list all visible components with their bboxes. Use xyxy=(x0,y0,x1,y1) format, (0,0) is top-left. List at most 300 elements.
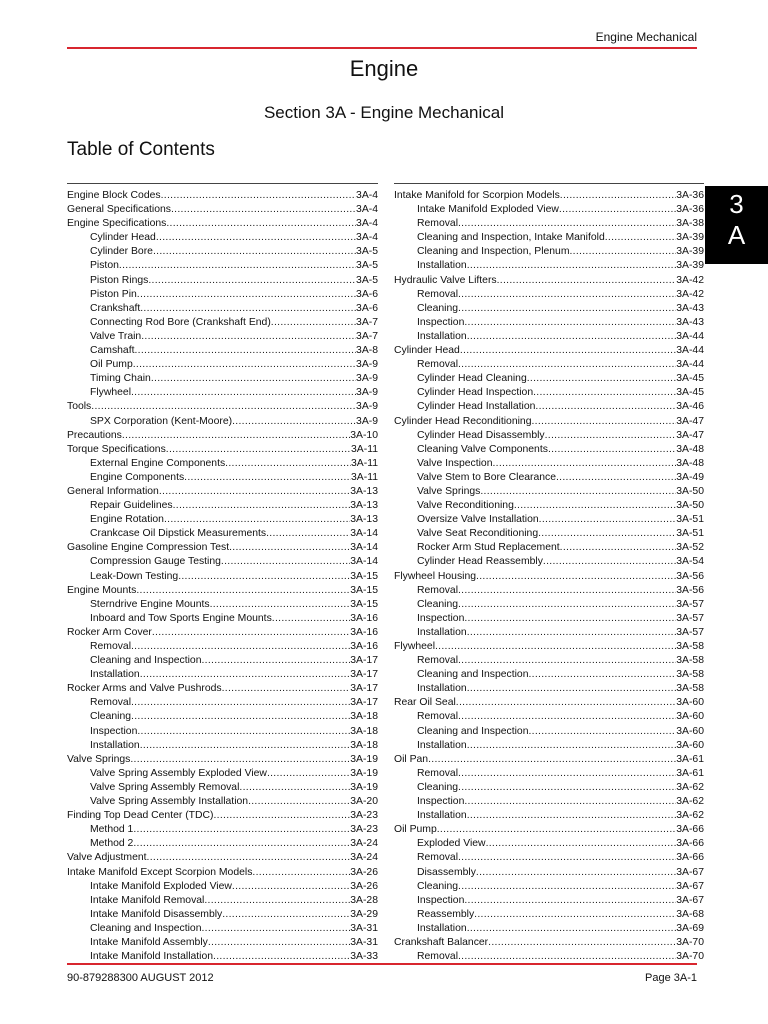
toc-entry[interactable] xyxy=(394,513,704,527)
toc-entry[interactable] xyxy=(67,513,378,527)
toc-entry[interactable] xyxy=(67,739,378,753)
toc-entry-title: Inspection xyxy=(417,316,465,328)
toc-entry-page: 3A-43 xyxy=(676,316,704,328)
toc-dot-leader xyxy=(464,316,676,330)
toc-entry-page: 3A-60 xyxy=(676,711,704,723)
toc-dot-leader xyxy=(214,809,351,823)
toc-entry[interactable] xyxy=(67,570,378,584)
toc-entry[interactable] xyxy=(67,429,378,443)
toc-entry-page: 3A-56 xyxy=(676,570,704,582)
toc-dot-leader xyxy=(136,584,350,598)
toc-entry-page: 3A-9 xyxy=(356,373,378,385)
toc-entry-title: Repair Guidelines xyxy=(90,500,173,512)
toc-entry-title: Removal xyxy=(417,359,458,371)
toc-dot-leader xyxy=(271,316,356,330)
toc-entry[interactable] xyxy=(67,894,378,908)
toc-entry[interactable] xyxy=(67,908,378,922)
toc-entry-title: Installation xyxy=(417,810,467,822)
toc-entry[interactable] xyxy=(394,866,704,880)
toc-entry-page: 3A-61 xyxy=(676,753,704,765)
toc-entry-page: 3A-44 xyxy=(676,345,704,357)
toc-entry[interactable] xyxy=(394,739,704,753)
toc-entry-title: Installation xyxy=(90,739,140,751)
toc-entry-page: 3A-18 xyxy=(350,725,378,737)
toc-entry-page: 3A-9 xyxy=(356,415,378,427)
toc-entry-page: 3A-17 xyxy=(350,655,378,667)
toc-entry-title: Intake Manifold Assembly xyxy=(90,936,208,948)
toc-dot-leader xyxy=(178,570,350,584)
toc-entry-title: Removal xyxy=(417,218,458,230)
toc-entry-title: Intake Manifold Exploded View xyxy=(417,204,559,216)
toc-entry[interactable] xyxy=(394,415,704,429)
toc-entry-title: Inspection xyxy=(90,725,138,737)
toc-entry-title: Intake Manifold Installation xyxy=(90,951,214,963)
toc-entry-title: Oil Pump xyxy=(90,359,133,371)
toc-entry-title: SPX Corporation (Kent-Moore) xyxy=(90,415,233,427)
toc-entry[interactable] xyxy=(67,598,378,612)
toc-entry[interactable] xyxy=(67,189,378,203)
toc-entry[interactable] xyxy=(394,541,704,555)
toc-dot-leader xyxy=(140,302,356,316)
toc-entry[interactable] xyxy=(394,344,704,358)
toc-entry-page: 3A-52 xyxy=(676,542,704,554)
section-subtitle: Section 3A - Engine Mechanical xyxy=(263,103,505,122)
toc-entry[interactable] xyxy=(394,767,704,781)
toc-entry-page: 3A-28 xyxy=(350,894,378,906)
toc-entry[interactable] xyxy=(394,781,704,795)
toc-entry-page: 3A-23 xyxy=(350,810,378,822)
toc-entry[interactable] xyxy=(394,880,704,894)
toc-entry-page: 3A-33 xyxy=(350,951,378,963)
toc-entry-page: 3A-42 xyxy=(676,274,704,286)
toc-entry-title: Removal xyxy=(417,852,458,864)
toc-entry-title: Flywheel xyxy=(394,641,435,652)
toc-entry-title: Flywheel Housing xyxy=(394,570,477,582)
toc-entry-page: 3A-42 xyxy=(676,288,704,300)
toc-entry-title: General Specifications xyxy=(67,204,171,216)
toc-entry-title: Installation xyxy=(417,739,467,751)
toc-entry-title: Valve Spring Assembly Removal xyxy=(90,781,240,793)
toc-entry[interactable] xyxy=(394,851,704,865)
toc-entry-page: 3A-18 xyxy=(350,739,378,751)
toc-entry-page: 3A-62 xyxy=(676,796,704,808)
toc-entry-page: 3A-51 xyxy=(676,528,704,540)
toc-entry[interactable] xyxy=(67,471,378,485)
toc-entry-page: 3A-70 xyxy=(676,936,704,948)
toc-dot-leader xyxy=(140,739,351,753)
toc-entry[interactable] xyxy=(67,936,378,950)
toc-entry[interactable] xyxy=(67,372,378,386)
toc-entry-page: 3A-58 xyxy=(676,669,704,681)
toc-entry-page: 3A-69 xyxy=(676,922,704,934)
toc-entry[interactable] xyxy=(67,654,378,668)
toc-entry[interactable] xyxy=(67,851,378,865)
toc-entry-title: Valve Train xyxy=(90,330,142,342)
toc-entry[interactable] xyxy=(67,302,378,316)
toc-dot-leader xyxy=(467,259,677,273)
toc-entry-title: Cylinder Bore xyxy=(90,246,153,258)
toc-dot-leader xyxy=(527,372,677,386)
footer-page-label: Page 3A-1 xyxy=(645,972,697,984)
toc-entry[interactable] xyxy=(67,499,378,513)
toc-entry[interactable] xyxy=(394,570,704,584)
toc-entry-title: Cylinder Head Cleaning xyxy=(417,373,527,385)
toc-entry[interactable] xyxy=(67,584,378,598)
toc-entry-title: Inspection xyxy=(417,612,465,624)
toc-entry-title: Rocker Arm Cover xyxy=(67,626,152,638)
toc-entry[interactable] xyxy=(394,725,704,739)
toc-dot-leader xyxy=(141,330,356,344)
toc-entry-title: Inboard and Tow Sports Engine Mounts xyxy=(90,612,272,624)
toc-entry[interactable] xyxy=(394,837,704,851)
toc-entry[interactable] xyxy=(394,471,704,485)
toc-dot-leader xyxy=(156,231,356,245)
toc-dot-leader xyxy=(147,851,351,865)
toc-left-column xyxy=(67,189,378,964)
toc-entry[interactable] xyxy=(394,753,704,767)
toc-entry[interactable] xyxy=(394,696,704,710)
toc-entry[interactable] xyxy=(394,245,704,259)
toc-entry[interactable] xyxy=(67,710,378,724)
toc-entry-title: Leak-Down Testing xyxy=(90,570,179,582)
toc-dot-leader xyxy=(539,513,677,527)
toc-entry-title: Cleaning Valve Components xyxy=(417,443,548,455)
toc-entry[interactable] xyxy=(394,823,704,837)
toc-entry-title: Cleaning xyxy=(417,880,459,892)
toc-entry[interactable] xyxy=(67,527,378,541)
toc-entry[interactable] xyxy=(67,274,378,288)
toc-dot-leader xyxy=(514,499,676,513)
toc-dot-leader xyxy=(458,767,676,781)
toc-entry[interactable] xyxy=(394,386,704,400)
toc-entry-title: Piston Rings xyxy=(90,274,149,286)
toc-entry[interactable] xyxy=(394,457,704,471)
toc-entry-page: 3A-5 xyxy=(356,260,378,272)
toc-entry-page: 3A-16 xyxy=(350,626,378,638)
toc-dot-leader xyxy=(133,358,356,372)
toc-entry-page: 3A-5 xyxy=(356,274,378,286)
toc-entry-title: Sterndrive Engine Mounts xyxy=(90,598,210,610)
toc-entry-page: 3A-66 xyxy=(676,838,704,850)
toc-entry-title: Cleaning and Inspection xyxy=(90,922,202,934)
toc-entry-page: 3A-57 xyxy=(676,598,704,610)
toc-entry-title: Rocker Arms and Valve Pushrods xyxy=(67,683,222,695)
toc-entry-title: Cylinder Head xyxy=(90,232,156,244)
toc-entry-title: Removal xyxy=(417,288,458,300)
toc-entry-page: 3A-67 xyxy=(676,894,704,906)
toc-dot-leader xyxy=(474,908,676,922)
toc-entry[interactable] xyxy=(67,682,378,696)
toc-entry[interactable] xyxy=(394,429,704,443)
toc-dot-leader xyxy=(460,344,676,358)
toc-entry-title: Precautions xyxy=(67,429,122,441)
toc-dot-leader xyxy=(467,626,677,640)
toc-entry-title: Crankshaft Balancer xyxy=(394,936,489,948)
toc-entry[interactable] xyxy=(67,245,378,259)
toc-entry[interactable] xyxy=(67,668,378,682)
toc-entry[interactable] xyxy=(67,626,378,640)
toc-entry-title: Valve Spring Assembly Installation xyxy=(90,796,249,808)
toc-entry[interactable] xyxy=(394,598,704,612)
toc-dot-leader xyxy=(159,485,350,499)
toc-entry-page: 3A-50 xyxy=(676,500,704,512)
toc-entry[interactable] xyxy=(394,908,704,922)
toc-dot-leader xyxy=(137,288,356,302)
toc-entry-title: Cylinder Head xyxy=(394,345,460,357)
toc-entry-page: 3A-60 xyxy=(676,725,704,737)
toc-entry[interactable] xyxy=(67,541,378,555)
toc-entry-title: Camshaft xyxy=(90,345,135,357)
toc-entry-title: Cleaning and Inspection xyxy=(417,725,529,737)
toc-entry-page: 3A-51 xyxy=(676,514,704,526)
toc-entry-title: Installation xyxy=(417,260,467,272)
toc-dot-leader xyxy=(467,809,677,823)
toc-entry[interactable] xyxy=(394,485,704,499)
toc-entry[interactable] xyxy=(394,626,704,640)
toc-dot-leader xyxy=(151,372,356,386)
toc-entry[interactable] xyxy=(67,753,378,767)
toc-entry[interactable] xyxy=(394,499,704,513)
toc-dot-leader xyxy=(122,429,350,443)
toc-entry[interactable] xyxy=(67,358,378,372)
toc-entry-title: Exploded View xyxy=(417,838,486,850)
toc-entry-page: 3A-14 xyxy=(350,542,378,554)
toc-dot-leader xyxy=(464,612,676,626)
toc-entry-title: Intake Manifold for Scorpion Models xyxy=(394,190,560,201)
toc-entry[interactable] xyxy=(394,400,704,414)
toc-entry-page: 3A-4 xyxy=(356,232,378,244)
toc-entry-title: Intake Manifold Disassembly xyxy=(90,908,223,920)
toc-entry[interactable] xyxy=(394,527,704,541)
toc-entry[interactable] xyxy=(67,457,378,471)
toc-entry-page: 3A-17 xyxy=(350,683,378,695)
toc-dot-leader xyxy=(458,710,676,724)
toc-entry-title: Tools xyxy=(67,401,92,413)
toc-dot-leader xyxy=(467,330,677,344)
toc-entry[interactable] xyxy=(394,259,704,273)
toc-entry-title: Valve Springs xyxy=(417,485,481,497)
toc-entry[interactable] xyxy=(67,725,378,739)
toc-entry[interactable] xyxy=(394,668,704,682)
toc-entry-title: General Information xyxy=(67,485,159,497)
toc-dot-leader xyxy=(535,400,676,414)
toc-entry[interactable] xyxy=(394,288,704,302)
toc-entry-page: 3A-8 xyxy=(356,345,378,357)
toc-entry-page: 3A-26 xyxy=(350,866,378,878)
toc-entry-title: Cleaning xyxy=(90,711,132,723)
toc-dot-leader xyxy=(229,541,350,555)
toc-entry-page: 3A-11 xyxy=(351,471,378,483)
toc-entry[interactable] xyxy=(67,203,378,217)
toc-entry[interactable] xyxy=(394,330,704,344)
toc-entry-title: Cleaning and Inspection, Intake Manifold xyxy=(417,232,605,244)
toc-entry[interactable] xyxy=(394,274,704,288)
toc-entry[interactable] xyxy=(67,259,378,273)
toc-entry-page: 3A-45 xyxy=(676,373,704,385)
toc-entry[interactable] xyxy=(67,288,378,302)
toc-entry-page: 3A-29 xyxy=(350,908,378,920)
toc-entry[interactable] xyxy=(67,316,378,330)
toc-entry-page: 3A-68 xyxy=(676,908,704,920)
toc-entry[interactable] xyxy=(67,231,378,245)
toc-entry[interactable] xyxy=(394,231,704,245)
toc-entry-page: 3A-9 xyxy=(356,359,378,371)
toc-entry-page: 3A-19 xyxy=(350,753,378,765)
toc-entry[interactable] xyxy=(394,555,704,569)
toc-dot-leader xyxy=(560,189,677,203)
toc-dot-leader xyxy=(131,386,356,400)
toc-dot-leader xyxy=(548,443,676,457)
toc-entry-page: 3A-17 xyxy=(350,697,378,709)
toc-dot-leader xyxy=(529,725,677,739)
toc-dot-leader xyxy=(538,527,676,541)
toc-entry[interactable] xyxy=(394,217,704,231)
toc-entry[interactable] xyxy=(394,795,704,809)
toc-entry-title: Intake Manifold Except Scorpion Models xyxy=(67,866,253,878)
toc-entry-page: 3A-4 xyxy=(356,204,378,216)
toc-dot-leader xyxy=(467,922,677,936)
toc-dot-leader xyxy=(119,259,356,273)
toc-entry-page: 3A-19 xyxy=(350,781,378,793)
toc-entry-page: 3A-57 xyxy=(676,612,704,624)
toc-entry-page: 3A-62 xyxy=(676,781,704,793)
toc-entry[interactable] xyxy=(67,767,378,781)
toc-entry[interactable] xyxy=(394,710,704,724)
toc-left-rule xyxy=(67,183,378,184)
toc-entry[interactable] xyxy=(67,837,378,851)
toc-entry-page: 3A-36 xyxy=(676,190,704,201)
toc-entry-page: 3A-56 xyxy=(676,584,704,596)
toc-dot-leader xyxy=(488,936,676,950)
toc-entry[interactable] xyxy=(394,894,704,908)
toc-entry[interactable] xyxy=(67,555,378,569)
toc-entry-title: Crankcase Oil Dipstick Measurements xyxy=(90,528,267,540)
toc-entry[interactable] xyxy=(67,612,378,626)
toc-entry[interactable] xyxy=(394,612,704,626)
toc-dot-leader xyxy=(559,203,676,217)
toc-entry-title: Cleaning xyxy=(417,302,459,314)
toc-entry-title: Removal xyxy=(417,655,458,667)
toc-entry[interactable] xyxy=(67,386,378,400)
toc-dot-leader xyxy=(476,570,676,584)
toc-entry[interactable] xyxy=(394,584,704,598)
toc-dot-leader xyxy=(152,626,350,640)
toc-entry[interactable] xyxy=(67,217,378,231)
toc-dot-leader xyxy=(570,245,677,259)
toc-entry-page: 3A-57 xyxy=(676,626,704,638)
toc-entry-page: 3A-9 xyxy=(356,387,378,399)
toc-dot-leader xyxy=(137,725,350,739)
toc-entry-page: 3A-48 xyxy=(676,457,704,469)
toc-entry[interactable] xyxy=(67,640,378,654)
toc-dot-leader xyxy=(131,696,350,710)
toc-entry[interactable] xyxy=(67,330,378,344)
toc-entry-title: Valve Springs xyxy=(67,753,131,765)
toc-entry[interactable] xyxy=(394,640,704,654)
toc-entry[interactable] xyxy=(67,809,378,823)
toc-dot-leader xyxy=(467,682,677,696)
toc-dot-leader xyxy=(458,584,676,598)
toc-dot-leader xyxy=(458,598,676,612)
toc-entry[interactable] xyxy=(67,344,378,358)
toc-entry[interactable] xyxy=(394,922,704,936)
toc-dot-leader xyxy=(556,471,676,485)
toc-entry[interactable] xyxy=(394,372,704,386)
toc-entry-page: 3A-44 xyxy=(676,330,704,342)
toc-entry-page: 3A-60 xyxy=(676,697,704,709)
toc-entry-page: 3A-18 xyxy=(350,711,378,723)
toc-entry[interactable] xyxy=(67,696,378,710)
toc-dot-leader xyxy=(497,274,677,288)
toc-entry-page: 3A-45 xyxy=(676,387,704,399)
toc-entry[interactable] xyxy=(67,485,378,499)
toc-entry[interactable] xyxy=(67,880,378,894)
toc-dot-leader xyxy=(458,654,676,668)
toc-entry-title: Oversize Valve Installation xyxy=(417,514,539,526)
toc-entry-title: Oil Pan xyxy=(394,753,429,765)
toc-dot-leader xyxy=(131,710,350,724)
toc-entry[interactable] xyxy=(394,936,704,950)
header-rule xyxy=(67,47,697,49)
toc-entry[interactable] xyxy=(67,443,378,457)
toc-entry-page: 3A-58 xyxy=(676,641,704,652)
toc-entry[interactable] xyxy=(67,823,378,837)
toc-dot-leader xyxy=(272,612,351,626)
toc-entry[interactable] xyxy=(394,654,704,668)
toc-entry-title: Inspection xyxy=(417,796,465,808)
toc-entry-title: Installation xyxy=(417,922,467,934)
toc-entry[interactable] xyxy=(67,866,378,880)
toc-entry-title: Removal xyxy=(417,951,458,963)
toc-entry-title: Cleaning and Inspection xyxy=(417,669,529,681)
toc-entry-title: Valve Adjustment xyxy=(67,852,147,864)
toc-entry-page: 3A-44 xyxy=(676,359,704,371)
toc-dot-leader xyxy=(171,203,356,217)
toc-entry[interactable] xyxy=(394,358,704,372)
toc-dot-leader xyxy=(91,400,356,414)
toc-entry-title: Finding Top Dead Center (TDC) xyxy=(67,810,214,822)
toc-dot-leader xyxy=(153,245,356,259)
toc-entry-page: 3A-39 xyxy=(676,232,704,244)
toc-entry[interactable] xyxy=(394,203,704,217)
toc-entry[interactable] xyxy=(394,316,704,330)
toc-entry-title: Engine Specifications xyxy=(67,218,167,230)
toc-entry[interactable] xyxy=(394,682,704,696)
toc-entry-title: Cleaning xyxy=(417,781,459,793)
toc-entry[interactable] xyxy=(67,781,378,795)
toc-entry-title: Compression Gauge Testing xyxy=(90,556,221,568)
toc-entry-title: Cylinder Head Reassembly xyxy=(417,556,543,568)
toc-entry[interactable] xyxy=(67,415,378,429)
toc-entry-page: 3A-16 xyxy=(350,612,378,624)
toc-entry[interactable] xyxy=(394,809,704,823)
footer-doc-number: 90-879288300 AUGUST 2012 xyxy=(67,972,214,984)
toc-entry-title: Cylinder Head Inspection xyxy=(417,387,534,399)
toc-entry-title: Piston Pin xyxy=(90,288,137,300)
toc-entry-page: 3A-47 xyxy=(676,415,704,427)
toc-entry-page: 3A-9 xyxy=(356,401,378,413)
toc-dot-leader xyxy=(529,668,677,682)
toc-entry-title: Method 1 xyxy=(90,824,134,836)
toc-entry[interactable] xyxy=(67,922,378,936)
toc-entry[interactable] xyxy=(67,795,378,809)
toc-entry[interactable] xyxy=(394,189,704,203)
toc-entry[interactable] xyxy=(394,443,704,457)
toc-dot-leader xyxy=(202,654,351,668)
toc-entry[interactable] xyxy=(67,400,378,414)
toc-entry[interactable] xyxy=(394,302,704,316)
toc-entry-title: Valve Spring Assembly Exploded View xyxy=(90,767,267,779)
